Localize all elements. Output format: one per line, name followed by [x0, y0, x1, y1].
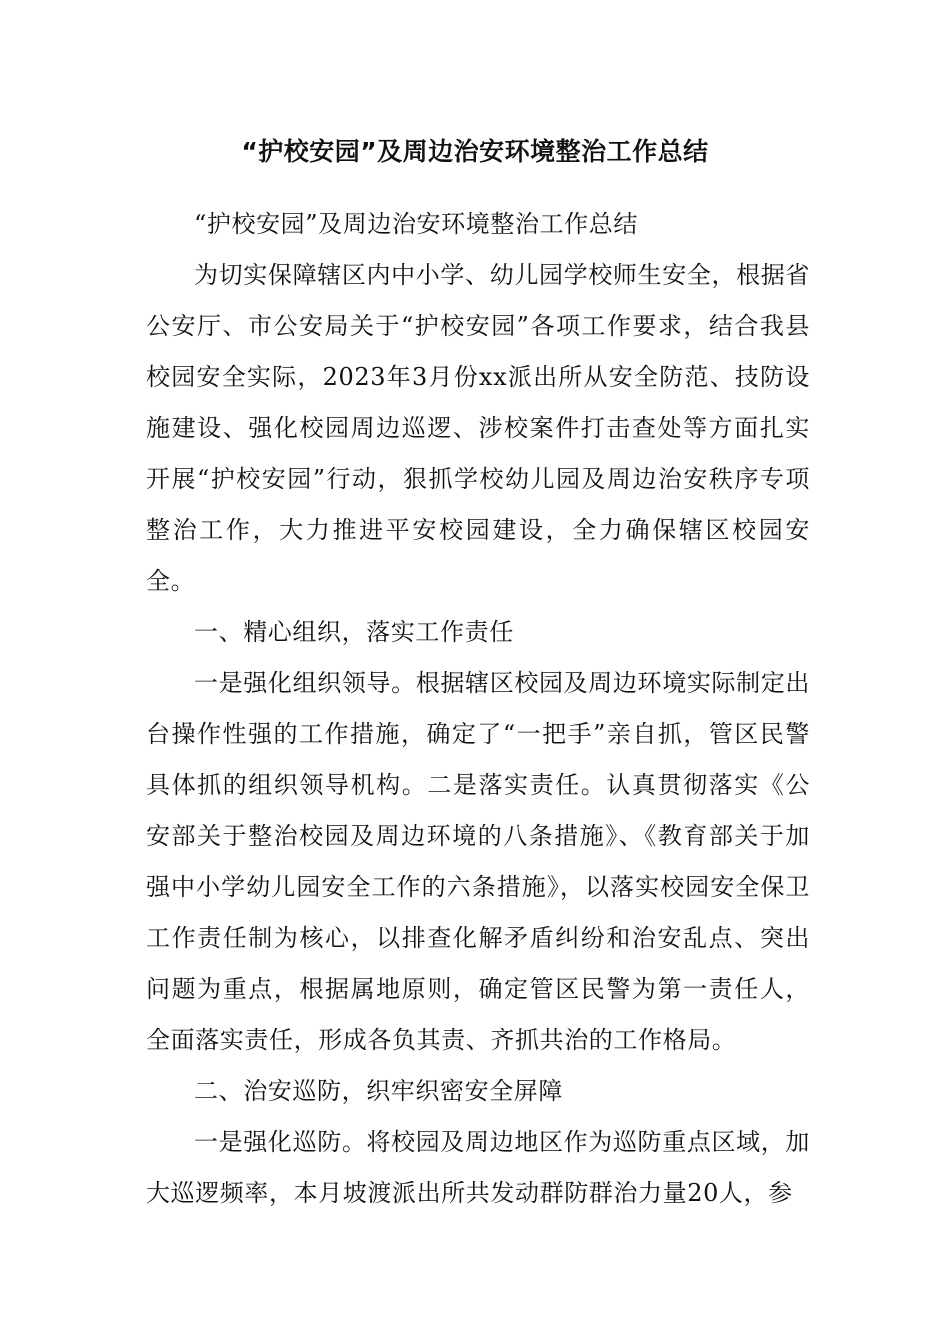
- paragraph-section-1: 一是强化组织领导。根据辖区校园及周边环境实际制定出台操作性强的工作措施，确定了“一把手”亲自抓，管区民警具体抓的组织领导机构。二是落实责任。认真贯彻落实《公安部关于整治校园及周边环境的八条措施》、《教育部关于加强中小学幼儿园安全工作的六条措施》，以落实校园安全保卫工作责任制为核心，以排查化解矛盾纠纷和治安乱点、突出问题为重点，根据属地原则，确定管区民警为第一责任人，全面落实责任，形成各负其责、齐抓共治的工作格局。: [146, 669, 810, 1054]
- section-heading-2: 二、治安巡防，织牢织密安全屏障: [194, 1077, 563, 1105]
- document-body: [146, 199, 810, 1219]
- paragraph-section-2: 一是强化巡防。将校园及周边地区作为巡防重点区域，加大巡逻频率，本月坡渡派出所共发动群防群治力量20人，参: [146, 1128, 810, 1207]
- section-heading-1: 一、精心组织，落实工作责任: [194, 618, 514, 646]
- paragraph-subtitle: “护校安园”及周边治安环境整治工作总结: [194, 210, 638, 238]
- paragraph-intro: 为切实保障辖区内中小学、幼儿园学校师生安全，根据省公安厅、市公安局关于“护校安园”各项工作要求，结合我县校园安全实际，2023年3月份xx派出所从安全防范、技防设施建设、强化校园周边巡逻、涉校案件打击查处等方面扎实开展“护校安园”行动，狠抓学校幼儿园及周边治安秩序专项整治工作，大力推进平安校园建设，全力确保辖区校园安全。: [146, 261, 810, 595]
- document-title: “护校安园”及周边治安环境整治工作总结: [241, 137, 709, 166]
